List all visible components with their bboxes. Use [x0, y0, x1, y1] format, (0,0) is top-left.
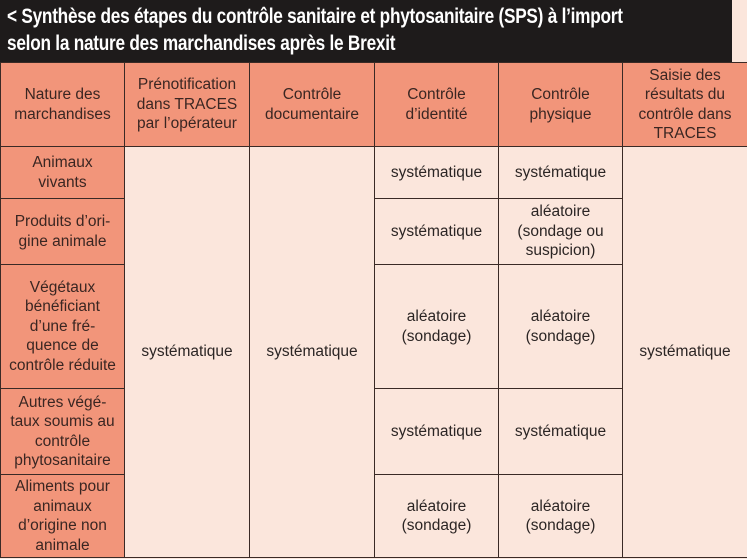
cell-saisie: systématique	[623, 147, 747, 558]
cell-documentaire: systématique	[250, 147, 375, 558]
cell-physique: aléatoire (sondage)	[499, 265, 623, 389]
header-identite: Contrôle d’identité	[375, 63, 499, 147]
cell-physique: systématique	[499, 147, 623, 199]
cell-identite: aléatoire (sondage)	[375, 265, 499, 389]
cell-identite: systématique	[375, 389, 499, 475]
header-nature: Nature des marchandises	[1, 63, 125, 147]
sps-table	[0, 62, 747, 558]
row-label: Produits d’ori-gine animale	[1, 199, 125, 265]
cell-physique: aléatoire (sondage ou suspicion)	[499, 199, 623, 265]
cell-identite: systématique	[375, 147, 499, 199]
cell-identite: systématique	[375, 199, 499, 265]
title-line-1: < Synthèse des étapes du contrôle sanitaire et phytosanitaire (SPS) à l’import	[7, 5, 623, 28]
title-gap	[732, 0, 747, 62]
cell-physique: aléatoire (sondage)	[499, 475, 623, 558]
header-saisie: Saisie des résultats du contrôle dans TRACES	[623, 63, 747, 147]
table-title	[0, 0, 732, 62]
cell-physique: systématique	[499, 389, 623, 475]
cell-prenotification: systématique	[125, 147, 250, 558]
row-label: Aliments pour animaux d’origine non animale	[1, 475, 125, 558]
row-label: Autres végé-taux soumis au contrôle phytosanitaire	[1, 389, 125, 475]
header-row	[1, 63, 747, 147]
header-documentaire: Contrôle documentaire	[250, 63, 375, 147]
row-label: Animaux vivants	[1, 147, 125, 199]
header-prenotification: Prénotification dans TRACES par l’opérateur	[125, 63, 250, 147]
header-physique: Contrôle physique	[499, 63, 623, 147]
title-line-2: selon la nature des marchandises après le Brexit	[7, 32, 396, 55]
table-row	[1, 147, 747, 199]
row-label: Végétaux bénéficiant d’une fré-quence de contrôle réduite	[1, 265, 125, 389]
cell-identite: aléatoire (sondage)	[375, 475, 499, 558]
